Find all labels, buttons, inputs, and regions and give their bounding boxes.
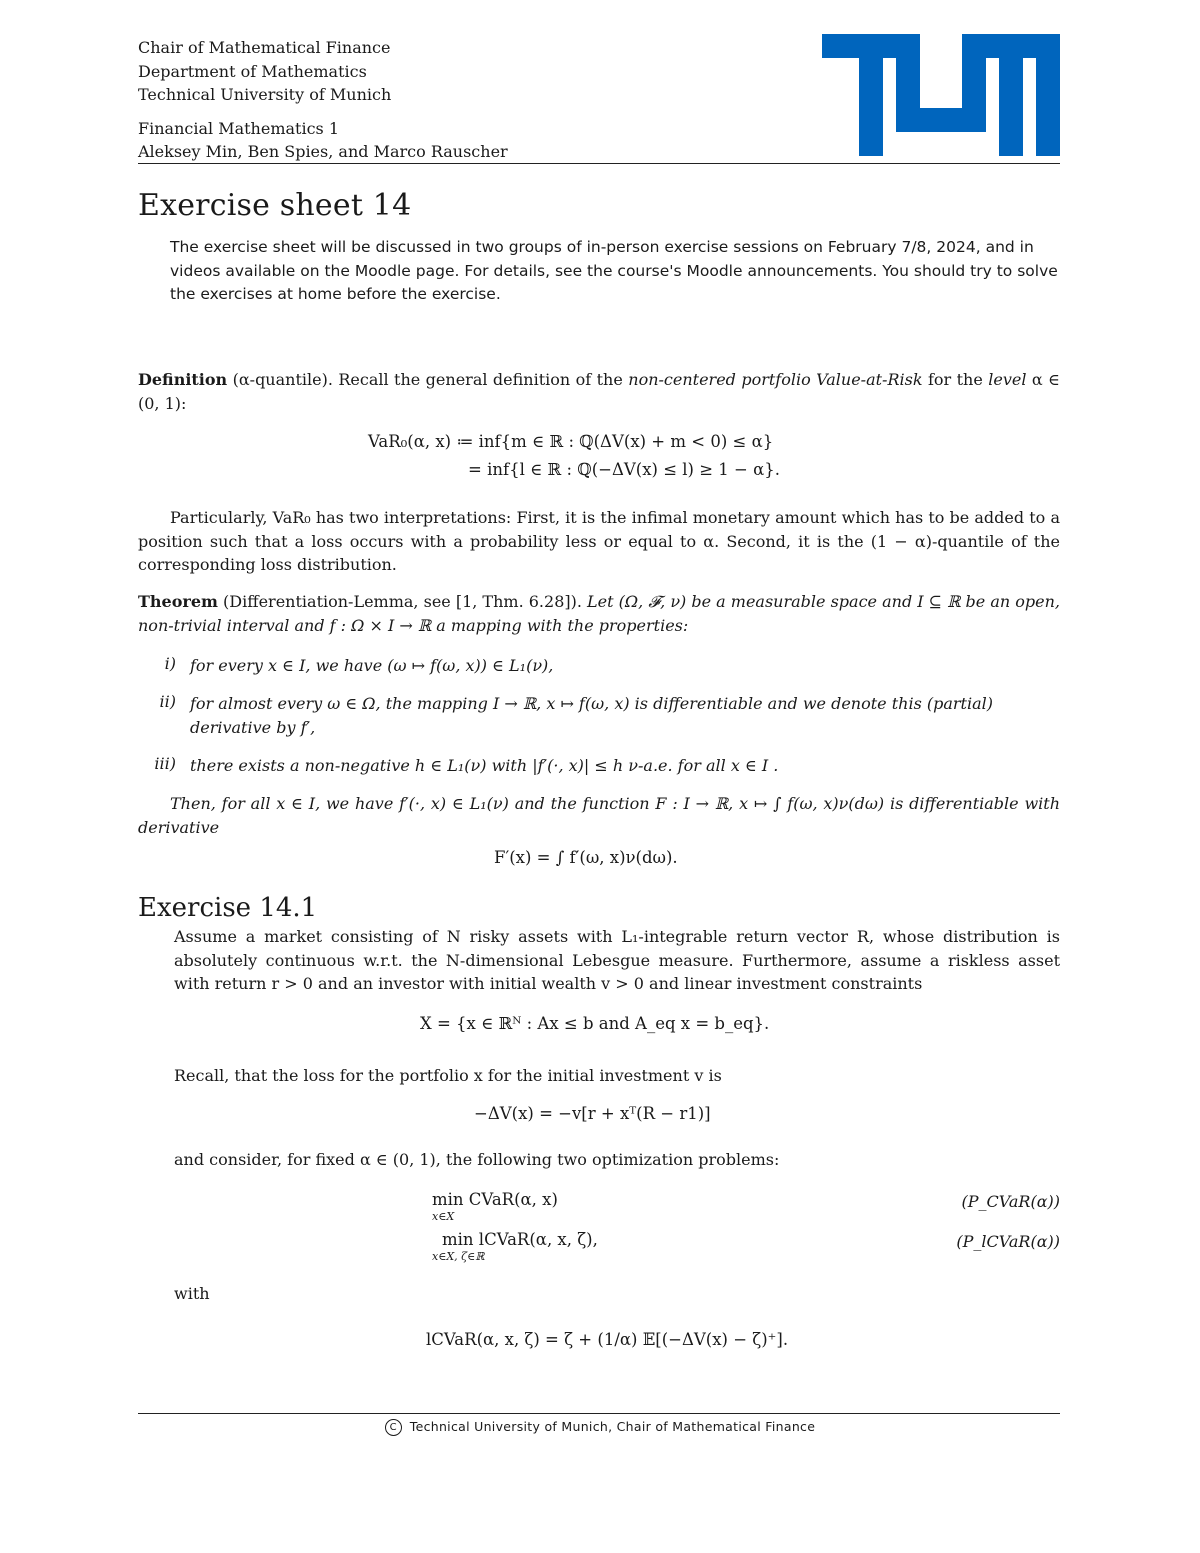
exercise-paragraph-4: with [174,1284,210,1303]
theorem-head: Theorem [138,592,218,611]
theorem-item-label: i) [164,654,176,673]
page-title: Exercise sheet 14 [138,188,412,223]
optimization-problem-1-tag: (P_CVaR(α)) [961,1192,1060,1211]
loss-equation: −ΔV(x) = −v[r + xᵀ(R − r1)] [474,1104,711,1123]
exercise-paragraph-1: Assume a market consisting of N risky assets with L₁-integrable return vector R, whose distribution is absolutely continuous w.r.t. the N-dimensional Lebesgue measure. Furthermore, assume a riskless asset with return r > 0 and an investor with initial wealth v > 0 and linear investment constraints [174,927,1060,993]
definition-text: Recall the general definition of the [338,370,623,389]
theorem-paragraph [138,590,1060,637]
header-authors: Aleksey Min, Ben Spies, and Marco Rauscher [138,142,508,161]
definition-text-mid: for the [927,370,983,389]
theorem-item: for almost every ω ∈ Ω, the mapping I → ℝ, x ↦ f(ω, x) is differentiable and we denote this (partial) derivative by f′, [190,694,993,737]
exercise-paragraph-2: Recall, that the loss for the portfolio x for the initial investment v is [174,1066,722,1085]
theorem-note: (Differentiation-Lemma, see [1, Thm. 6.28]). [223,592,582,611]
definition-emph: non-centered portfolio Value-at-Risk [628,370,923,389]
header-affiliation [138,36,508,164]
var-equation-1: VaR₀(α, x) ≔ inf{m ∈ ℝ : ℚ(ΔV(x) + m < 0) ≤ α} [368,432,774,451]
exercise-paragraph-3: and consider, for fixed α ∈ (0, 1), the following two optimization problems: [174,1150,780,1169]
definition-paragraph [138,368,1060,415]
theorem-equation: F′(x) = ∫ f′(ω, x)ν(dω). [494,848,678,867]
theorem-item-label: ii) [159,692,176,711]
header-course: Financial Mathematics 1 [138,118,340,138]
optimization-problem-1: min CVaR(α, x) [432,1190,558,1209]
footer-text: Technical University of Munich, Chair of Mathematical Finance [409,1419,816,1434]
header-line-chair: Chair of Mathematical Finance [138,38,391,57]
optimization-problem-2: min lCVaR(α, x, ζ), [442,1230,598,1249]
optimization-problem-2-tag: (P_lCVaR(α)) [956,1232,1060,1251]
tum-logo [822,34,1060,156]
lcvar-equation: lCVaR(α, x, ζ) = ζ + (1/α) 𝔼[(−ΔV(x) − ζ)⁺]. [426,1330,789,1349]
theorem-item: for every x ∈ I, we have (ω ↦ f(ω, x)) ∈ L₁(ν), [190,656,554,675]
theorem-conclusion: Then, for all x ∈ I, we have f′(·, x) ∈ L₁(ν) and the function F : I → ℝ, x ↦ ∫ f(ω, x)ν(dω) is differentiable with derivative [138,794,1060,837]
theorem-item: there exists a non-negative h ∈ L₁(ν) with |f′(·, x)| ≤ h ν-a.e. for all x ∈ I . [190,756,779,775]
constraint-set-equation: X = {x ∈ ℝᴺ : Ax ≤ b and A_eq x = b_eq}. [420,1014,770,1033]
definition-head: Definition [138,370,228,389]
copyright-icon: C [385,1419,402,1436]
var-equation-2: = inf{l ∈ ℝ : ℚ(−ΔV(x) ≤ l) ≥ 1 − α}. [468,460,781,479]
intro-text: The exercise sheet will be discussed in two groups of in-person exercise sessions on February 7/8, 2024, and in videos available on the Moodle page. For details, see the course's Moodle announcements. You should try to solve the exercises at home before the exercise. [170,238,1058,303]
definition-text-after: α ∈ (0, 1): [138,370,1060,413]
footer-rule [138,1413,1060,1414]
definition-note: (α-quantile). [232,370,333,389]
footer [0,1419,1200,1436]
definition-emph-level: level [988,370,1027,389]
header-line-department: Department of Mathematics [138,61,367,81]
theorem-item-label: iii) [154,754,176,773]
exercise-title: Exercise 14.1 [138,893,318,923]
theorem-statement: Let (Ω, 𝓕, ν) be a measurable space and I ⊆ ℝ be an open, non-trivial interval and f : Ω × I → ℝ a mapping with the properties: [138,592,1061,635]
optimization-problem-2-subscript: x∈X, ζ∈ℝ [432,1250,485,1263]
optimization-problem-1-subscript: x∈X [432,1210,455,1223]
var-interpretation: Particularly, VaR₀ has two interpretations: First, it is the infimal monetary amount which has to be added to a position such that a loss occurs with a probability less or equal to α. Second, it is the (1 − α)-quantile of the corresponding loss distribution. [138,508,1060,574]
header-line-university: Technical University of Munich [138,85,392,104]
header-rule [138,163,1060,164]
